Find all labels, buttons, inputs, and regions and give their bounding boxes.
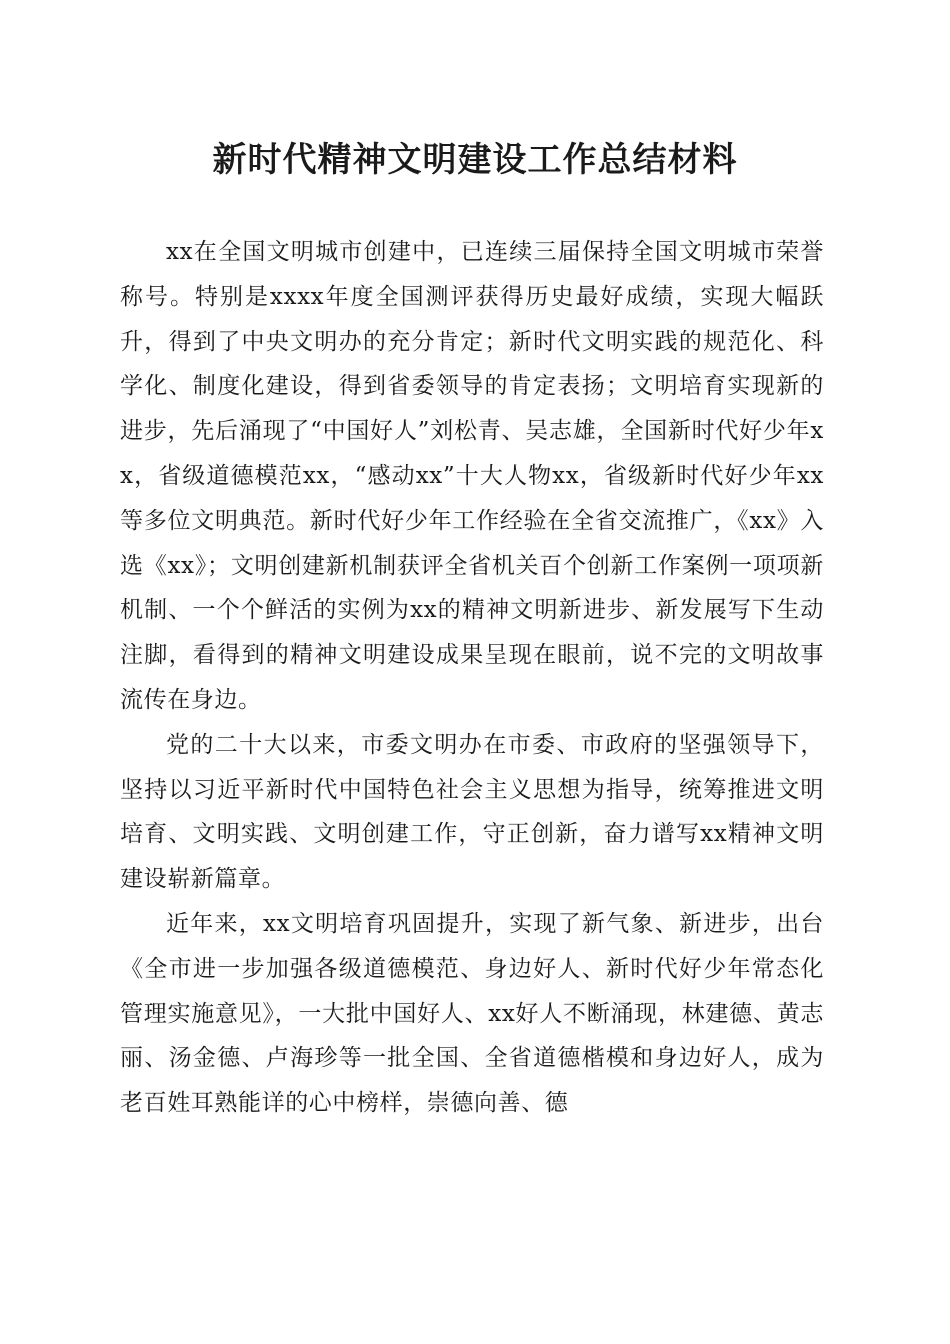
document-body [120, 230, 824, 1126]
document-title: 新时代精神文明建设工作总结材料 [212, 140, 738, 180]
paragraph-3: 近年来，xx文明培育巩固提升，实现了新气象、新进步，出台《全市进一步加强各级道德模范、身边好人、新时代好少年常态化管理实施意见》，一大批中国好人、xx好人不断涌现，林建德、黄志丽、汤金德、卢海珍等一批全国、全省道德楷模和身边好人，成为老百姓耳熟能详的心中榜样，崇德向善、德 [120, 910, 824, 1117]
paragraph-2: 党的二十大以来，市委文明办在市委、市政府的坚强领导下，坚持以习近平新时代中国特色社会主义思想为指导，统筹推进文明培育、文明实践、文明创建工作，守正创新，奋力谱写xx精神文明建设崭新篇章。 [120, 731, 824, 893]
paragraph-1: xx在全国文明城市创建中，已连续三届保持全国文明城市荣誉称号。特别是xxxx年度全国测评获得历史最好成绩，实现大幅跃升，得到了中央文明办的充分肯定；新时代文明实践的规范化、科学化、制度化建设，得到省委领导的肯定表扬；文明培育实现新的进步，先后涌现了“中国好人”刘松青、吴志雄，全国新时代好少年xx，省级道德模范xx，“感动xx”十大人物xx，省级新时代好少年xx等多位文明典范。新时代好少年工作经验在全省交流推广，《xx》入选《xx》；文明创建新机制获评全省机关百个创新工作案例一项项新机制、一个个鲜活的实例为xx的精神文明新进步、新发展写下生动注脚，看得到的精神文明建设成果呈现在眼前，说不完的文明故事流传在身边。 [120, 239, 824, 713]
